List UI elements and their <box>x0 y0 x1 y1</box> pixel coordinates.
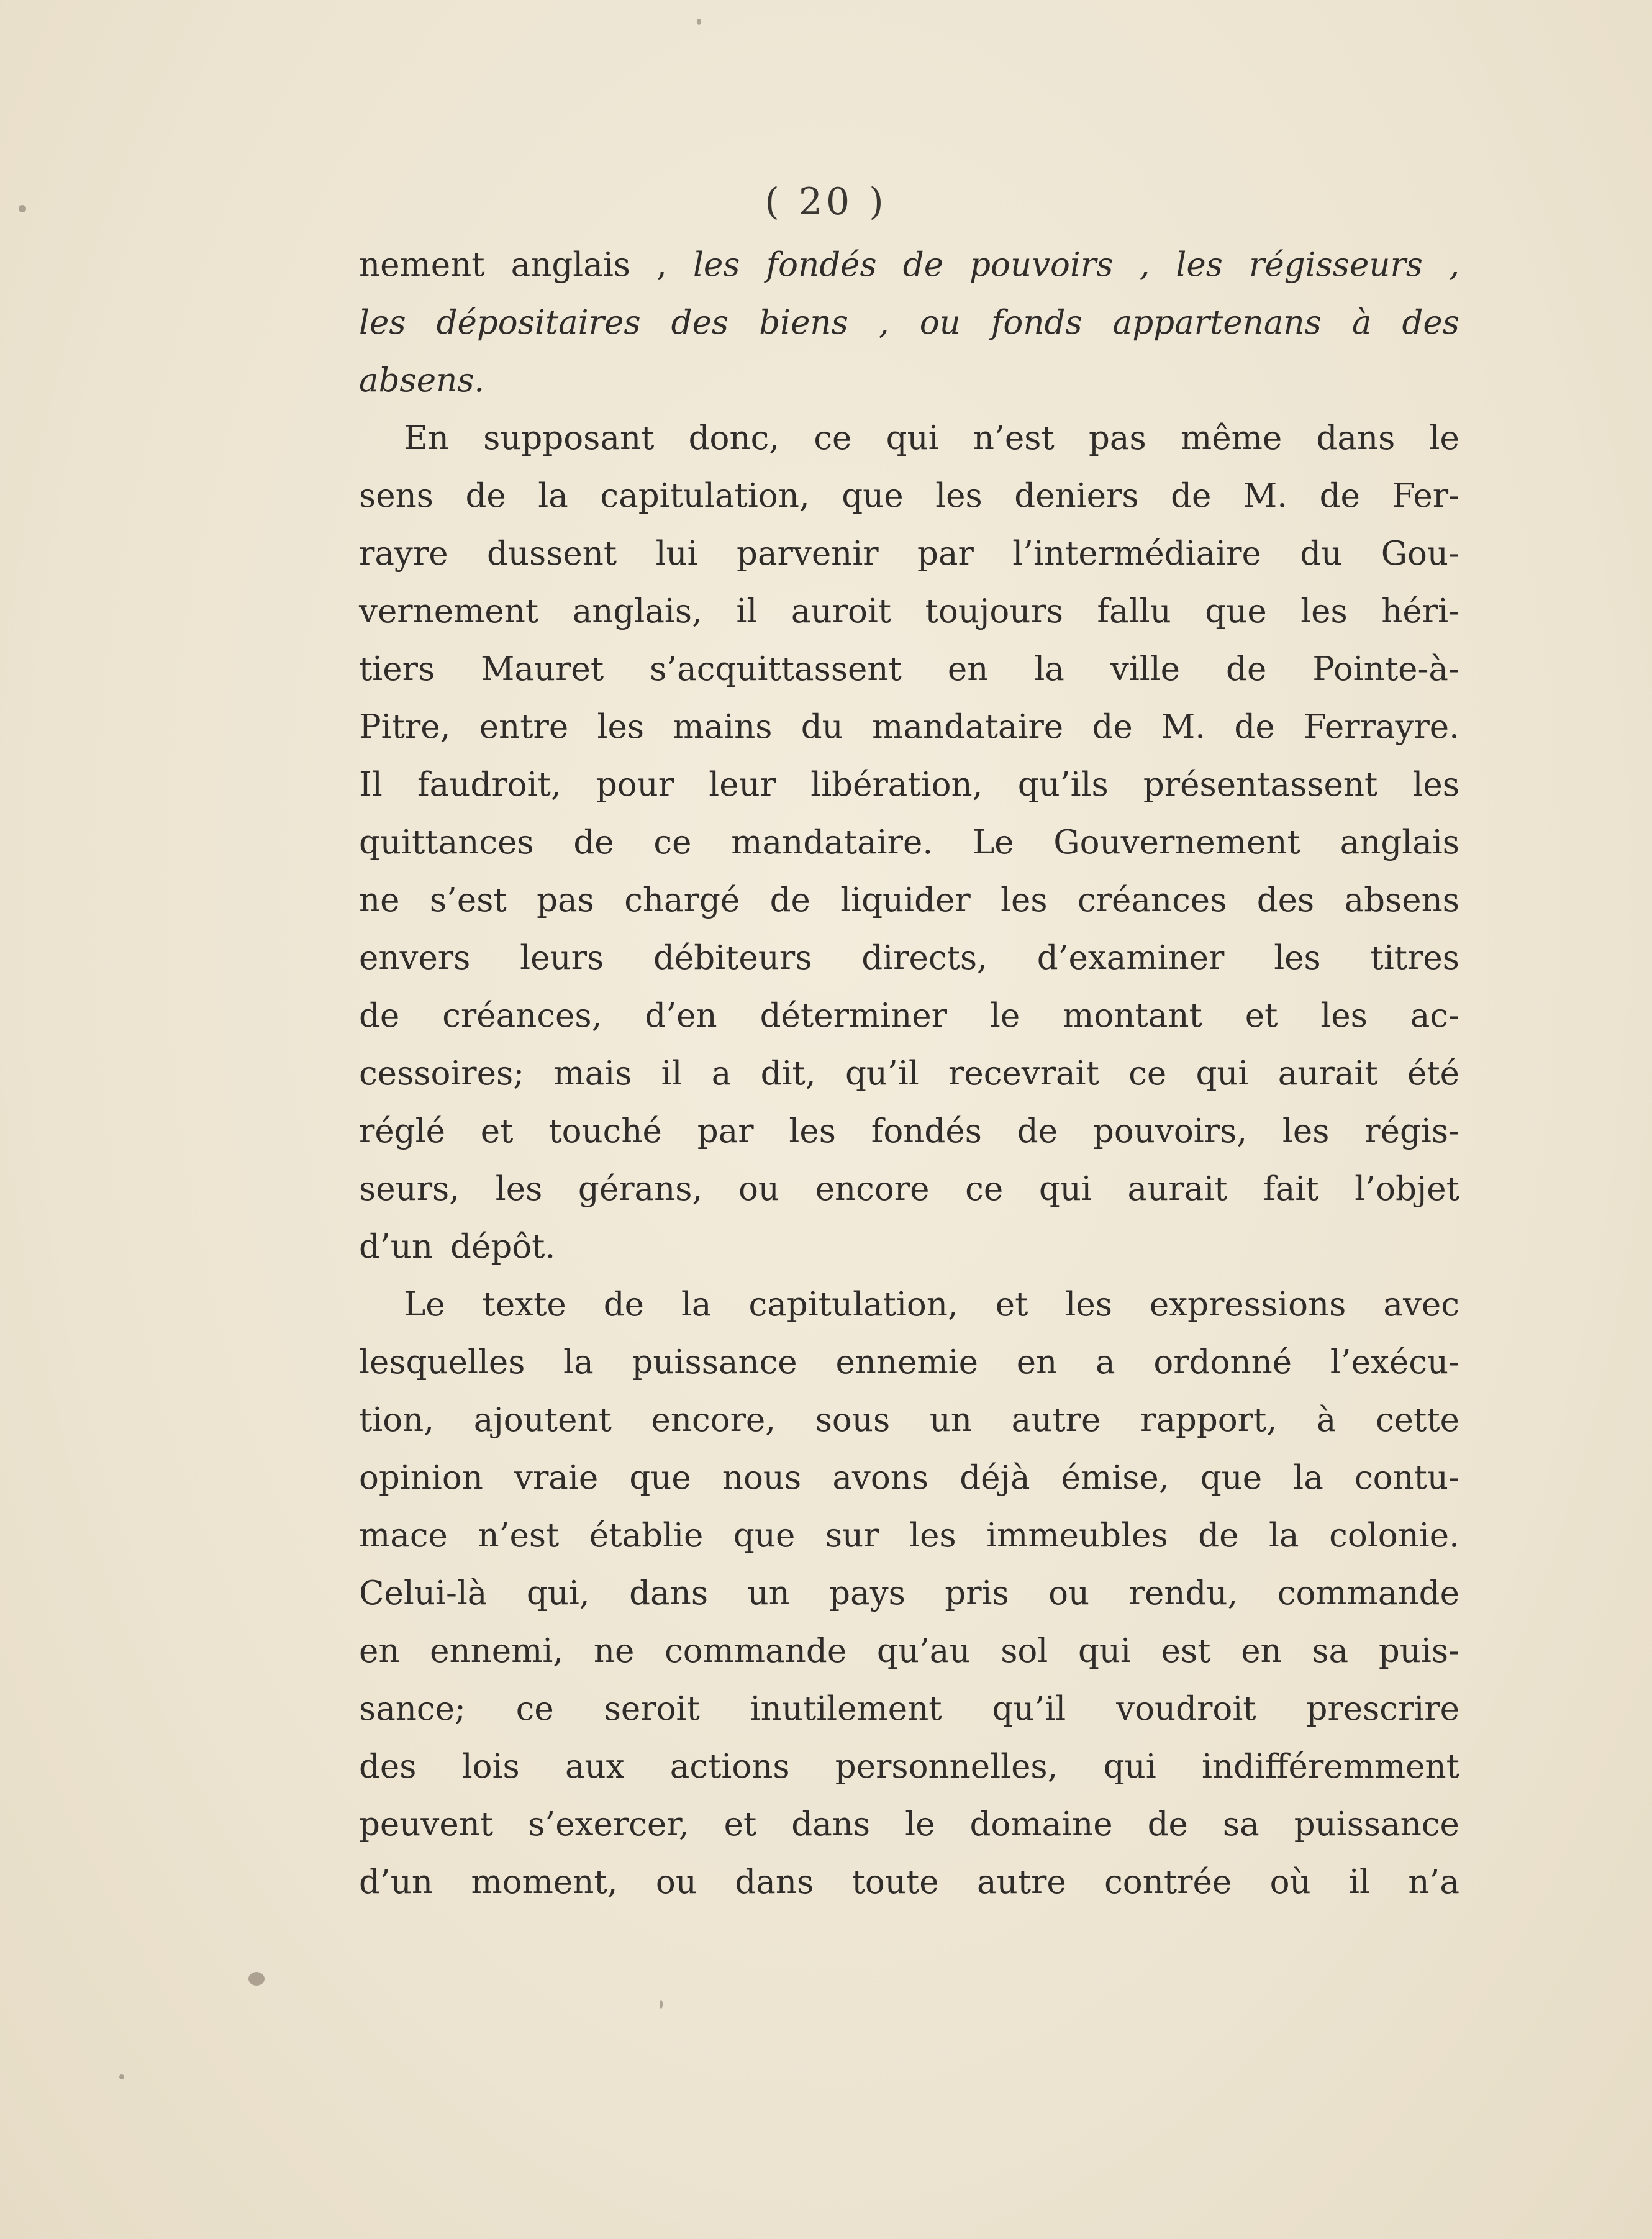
word: qu’il <box>845 1055 919 1092</box>
word: , <box>878 304 889 342</box>
word: vernement <box>359 593 539 630</box>
word: ou <box>919 304 961 342</box>
word: que <box>842 477 904 515</box>
word: puissance <box>1294 1805 1459 1843</box>
word: directs, <box>861 939 987 977</box>
word: aux <box>565 1748 625 1786</box>
word: anglais <box>511 246 630 284</box>
word: aurait <box>1127 1170 1228 1208</box>
word: recevrait <box>948 1055 1099 1092</box>
word: Pointe-à- <box>1312 650 1459 688</box>
word: titres <box>1370 939 1459 977</box>
word: pays <box>829 1574 905 1612</box>
word: le <box>905 1805 935 1843</box>
word: Celui-là <box>359 1574 488 1612</box>
word: mandataire. <box>731 824 933 861</box>
word: gérans, <box>578 1170 703 1208</box>
word: qu’ils <box>1017 766 1109 804</box>
text-line <box>359 1391 1459 1449</box>
word: mandataire <box>872 708 1064 746</box>
word: mais <box>553 1055 632 1092</box>
word: autre <box>977 1863 1066 1901</box>
word: de <box>1092 708 1133 746</box>
word: Il <box>359 766 383 804</box>
word: leurs <box>520 939 604 977</box>
word: il <box>736 593 758 630</box>
word: sa <box>1222 1805 1259 1843</box>
word: ce <box>965 1170 1004 1208</box>
word: par <box>697 1112 754 1150</box>
word: Gouvernement <box>1053 824 1300 861</box>
word: sous <box>815 1401 891 1439</box>
word: la <box>538 477 568 515</box>
word: de <box>359 997 400 1035</box>
word: les <box>1274 939 1321 977</box>
word: par <box>917 535 974 573</box>
word: capitulation, <box>600 477 810 515</box>
word: ac- <box>1410 997 1459 1035</box>
word: lois <box>461 1748 520 1786</box>
word: un <box>747 1574 790 1612</box>
word: aurait <box>1278 1055 1378 1092</box>
word: chargé <box>624 881 740 919</box>
word: ordonné <box>1153 1343 1292 1381</box>
word: des <box>1402 304 1459 342</box>
word: créances <box>1077 881 1227 919</box>
word: tiers <box>359 650 435 688</box>
text-line <box>359 525 1459 583</box>
word: les <box>909 1517 956 1555</box>
word: déterminer <box>760 997 947 1035</box>
word: absens. <box>359 361 485 399</box>
word: autre <box>1011 1401 1101 1439</box>
word: Le <box>972 824 1014 861</box>
word: d’examiner <box>1037 939 1225 977</box>
text-line <box>359 814 1459 871</box>
word: régisseurs <box>1249 246 1423 284</box>
word: , <box>1449 246 1459 284</box>
word: donc, <box>688 419 780 457</box>
word: parvenir <box>737 535 879 573</box>
word: les <box>1001 881 1048 919</box>
word: de <box>1234 708 1275 746</box>
word: dépôt. <box>450 1228 556 1266</box>
word: de <box>603 1286 645 1324</box>
word: commande <box>1277 1574 1459 1612</box>
word: de <box>1226 650 1267 688</box>
text-line <box>359 1218 1459 1276</box>
word: ennemie <box>835 1343 979 1381</box>
paper-speck <box>660 2000 663 2009</box>
word: anglais <box>1340 824 1459 861</box>
text-line <box>359 640 1459 698</box>
word: ce <box>1128 1055 1167 1092</box>
word: lesquelles <box>359 1343 525 1381</box>
text-line <box>359 1622 1459 1680</box>
word: sens <box>359 477 433 515</box>
word: fonds <box>991 304 1082 342</box>
word: est <box>1161 1632 1211 1670</box>
word: été <box>1407 1055 1459 1092</box>
word: pris <box>945 1574 1009 1612</box>
word: sance; <box>359 1690 466 1728</box>
word: inutilement <box>750 1690 942 1728</box>
word: et <box>724 1805 757 1843</box>
text-line <box>359 1102 1459 1160</box>
word: de <box>1147 1805 1188 1843</box>
word: dans <box>1316 419 1396 457</box>
word: qui <box>886 419 939 457</box>
text-line <box>359 294 1459 352</box>
word: expressions <box>1149 1286 1346 1324</box>
word: les <box>1300 593 1348 630</box>
word: s’acquittassent <box>650 650 902 688</box>
word: la <box>563 1343 594 1381</box>
word: qui <box>1196 1055 1249 1092</box>
word: les <box>1320 997 1368 1035</box>
word: toute <box>851 1863 939 1901</box>
word: touché <box>548 1112 662 1150</box>
word: texte <box>482 1286 566 1324</box>
word: l’intermédiaire <box>1012 535 1261 573</box>
word: ajoutent <box>473 1401 612 1439</box>
text-line <box>359 467 1459 525</box>
word: de <box>1171 477 1212 515</box>
word: qui, <box>526 1574 590 1612</box>
word: ne <box>593 1632 635 1670</box>
word: n’est <box>973 419 1055 457</box>
word: la <box>1269 1517 1299 1555</box>
word: du <box>801 708 843 746</box>
word: qui <box>1038 1170 1092 1208</box>
word: les <box>1176 246 1223 284</box>
word: n’a <box>1408 1863 1459 1901</box>
word: avec <box>1383 1286 1459 1324</box>
word: sa <box>1312 1632 1349 1670</box>
word: ne <box>359 881 400 919</box>
word: pouvoirs <box>969 246 1114 284</box>
word: ou <box>738 1170 780 1208</box>
word: où <box>1269 1863 1311 1901</box>
word: l’exécu- <box>1330 1343 1459 1381</box>
word: seroit <box>604 1690 700 1728</box>
text-line <box>359 871 1459 929</box>
word: régis- <box>1364 1112 1459 1150</box>
text-line <box>359 1160 1459 1218</box>
word: le <box>1429 419 1459 457</box>
word: des <box>1256 881 1315 919</box>
paper-speck <box>697 19 701 25</box>
word: cessoires; <box>359 1055 525 1092</box>
word: M. <box>1243 477 1288 515</box>
word: pas <box>1089 419 1146 457</box>
word: voudroit <box>1116 1690 1256 1728</box>
word: ce <box>814 419 852 457</box>
word: de <box>1017 1112 1058 1150</box>
word: et <box>480 1112 514 1150</box>
word: mains <box>673 708 773 746</box>
word: que <box>629 1459 691 1497</box>
word: de <box>769 881 810 919</box>
word: il <box>1349 1863 1370 1901</box>
word: réglé <box>359 1112 445 1150</box>
word: nous <box>722 1459 802 1497</box>
word: prescrire <box>1306 1690 1459 1728</box>
text-line <box>359 409 1459 467</box>
paper-speck <box>248 1972 265 1986</box>
word: Ferrayre. <box>1304 708 1459 746</box>
word: de <box>902 246 944 284</box>
word: sur <box>825 1517 879 1555</box>
word: des <box>359 1748 417 1786</box>
word: nement <box>359 246 485 284</box>
word: des <box>671 304 729 342</box>
word: quittances <box>359 824 534 861</box>
word: fallu <box>1097 593 1171 630</box>
word: les <box>597 708 645 746</box>
word: les <box>692 246 740 284</box>
word: en <box>1241 1632 1282 1670</box>
word: qui <box>1103 1748 1156 1786</box>
text-line <box>359 583 1459 640</box>
word: présentassent <box>1143 766 1378 804</box>
word: contu- <box>1354 1459 1459 1497</box>
word: appartenans <box>1112 304 1322 342</box>
word: seurs, <box>359 1170 460 1208</box>
paper-speck <box>119 2074 124 2079</box>
text-line <box>359 756 1459 814</box>
word: absens <box>1344 881 1459 919</box>
word: que <box>733 1517 796 1555</box>
word: encore <box>815 1170 930 1208</box>
word: l’objet <box>1355 1170 1459 1208</box>
word: ville <box>1110 650 1181 688</box>
word: les <box>495 1170 543 1208</box>
word: Gou- <box>1381 535 1459 573</box>
word: rendu, <box>1128 1574 1238 1612</box>
word: dépositaires <box>436 304 641 342</box>
body-text <box>359 236 1459 1911</box>
word: supposant <box>483 419 655 457</box>
word: deniers <box>1014 477 1139 515</box>
word: qui <box>1078 1632 1131 1670</box>
word: entre <box>479 708 569 746</box>
text-line <box>359 1738 1459 1796</box>
word: rayre <box>359 535 448 573</box>
word: sol <box>1001 1632 1048 1670</box>
word: un <box>929 1401 973 1439</box>
word: ce <box>515 1690 554 1728</box>
word: domaine <box>969 1805 1113 1843</box>
text-line <box>359 1507 1459 1565</box>
word: pas <box>537 881 594 919</box>
word: les <box>1065 1286 1112 1324</box>
word: anglais, <box>572 593 702 630</box>
word: créances, <box>442 997 602 1035</box>
word: M. <box>1161 708 1206 746</box>
word: , <box>1139 246 1150 284</box>
word: d’en <box>645 997 717 1035</box>
text-line <box>359 352 1459 409</box>
word: rapport, <box>1140 1401 1278 1439</box>
word: le <box>989 997 1020 1035</box>
text-line <box>359 929 1459 987</box>
text-line <box>359 1853 1459 1911</box>
word: qu’au <box>876 1632 971 1670</box>
word: immeubles <box>986 1517 1168 1555</box>
word: faudroit, <box>417 766 561 804</box>
word: à <box>1316 1401 1337 1439</box>
page-number: ( 20 ) <box>765 180 887 224</box>
word: fondés <box>766 246 877 284</box>
word: et <box>1245 997 1278 1035</box>
word: la <box>1034 650 1064 688</box>
word: en <box>1016 1343 1058 1381</box>
word: En <box>404 419 449 457</box>
text-line <box>359 1045 1459 1102</box>
word: dans <box>629 1574 709 1612</box>
word: encore, <box>651 1401 776 1439</box>
word: tion, <box>359 1401 435 1439</box>
word: la <box>1293 1459 1323 1497</box>
word: les <box>1282 1112 1330 1150</box>
word: s’est <box>429 881 507 919</box>
word: puissance <box>632 1343 797 1381</box>
word: indifféremment <box>1201 1748 1459 1786</box>
word: n’est <box>478 1517 560 1555</box>
word: la <box>681 1286 712 1324</box>
word: leur <box>709 766 776 804</box>
text-line <box>359 1449 1459 1507</box>
word: que <box>1200 1459 1263 1497</box>
word: envers <box>359 939 471 977</box>
word: a <box>1096 1343 1115 1381</box>
word: les <box>359 304 406 342</box>
word: de <box>465 477 506 515</box>
word: montant <box>1063 997 1202 1035</box>
word: libération, <box>810 766 983 804</box>
text-line <box>359 1276 1459 1333</box>
word: dans <box>735 1863 814 1901</box>
word: débiteurs <box>653 939 812 977</box>
word: commande <box>665 1632 847 1670</box>
word: Pitre, <box>359 708 451 746</box>
word: Fer- <box>1392 477 1459 515</box>
word: d’un <box>359 1863 433 1901</box>
text-line <box>359 1796 1459 1853</box>
word: biens <box>759 304 848 342</box>
word: cette <box>1375 1401 1459 1439</box>
word: fondés <box>871 1112 982 1150</box>
word: Le <box>404 1286 445 1324</box>
word: lui <box>655 535 698 573</box>
word: en <box>359 1632 400 1670</box>
word: ou <box>1048 1574 1090 1612</box>
word: auroit <box>791 593 892 630</box>
word: puis- <box>1378 1632 1459 1670</box>
word: de <box>1198 1517 1239 1555</box>
word: ennemi, <box>430 1632 564 1670</box>
word: de <box>1319 477 1360 515</box>
word: toujours <box>925 593 1063 630</box>
word: vraie <box>514 1459 599 1497</box>
word: a <box>711 1055 732 1092</box>
text-line <box>359 698 1459 756</box>
word: ce <box>653 824 692 861</box>
text-line <box>359 1333 1459 1391</box>
word: peuvent <box>359 1805 494 1843</box>
word: en <box>947 650 989 688</box>
word: il <box>661 1055 683 1092</box>
word: du <box>1300 535 1343 573</box>
word: s’exercer, <box>528 1805 689 1843</box>
word: qu’il <box>992 1690 1066 1728</box>
word: liquider <box>840 881 971 919</box>
word: les <box>1412 766 1459 804</box>
word: avons <box>832 1459 929 1497</box>
word: que <box>1205 593 1267 630</box>
word: colonie. <box>1329 1517 1459 1555</box>
word: déjà <box>960 1459 1030 1497</box>
word: les <box>789 1112 836 1150</box>
word: opinion <box>359 1459 483 1497</box>
text-line <box>359 236 1459 294</box>
word: héri- <box>1381 593 1459 630</box>
word: à <box>1351 304 1372 342</box>
word: les <box>935 477 983 515</box>
text-line <box>359 987 1459 1045</box>
word: pour <box>596 766 674 804</box>
word: capitulation, <box>748 1286 958 1324</box>
word: personnelles, <box>835 1748 1058 1786</box>
word: , <box>656 246 667 284</box>
word: dit, <box>760 1055 816 1092</box>
word: d’un <box>359 1228 433 1266</box>
word: même <box>1180 419 1282 457</box>
word: fait <box>1263 1170 1319 1208</box>
word: dans <box>791 1805 871 1843</box>
word: Mauret <box>481 650 604 688</box>
word: contrée <box>1104 1863 1232 1901</box>
word: mace <box>359 1517 448 1555</box>
word: pouvoirs, <box>1092 1112 1248 1150</box>
word: dussent <box>486 535 617 573</box>
text-line <box>359 1565 1459 1622</box>
word: émise, <box>1061 1459 1169 1497</box>
word: et <box>995 1286 1028 1324</box>
word: actions <box>669 1748 790 1786</box>
word: établie <box>589 1517 704 1555</box>
text-line <box>359 1680 1459 1738</box>
word: moment, <box>471 1863 618 1901</box>
word: de <box>573 824 614 861</box>
word: ou <box>655 1863 697 1901</box>
